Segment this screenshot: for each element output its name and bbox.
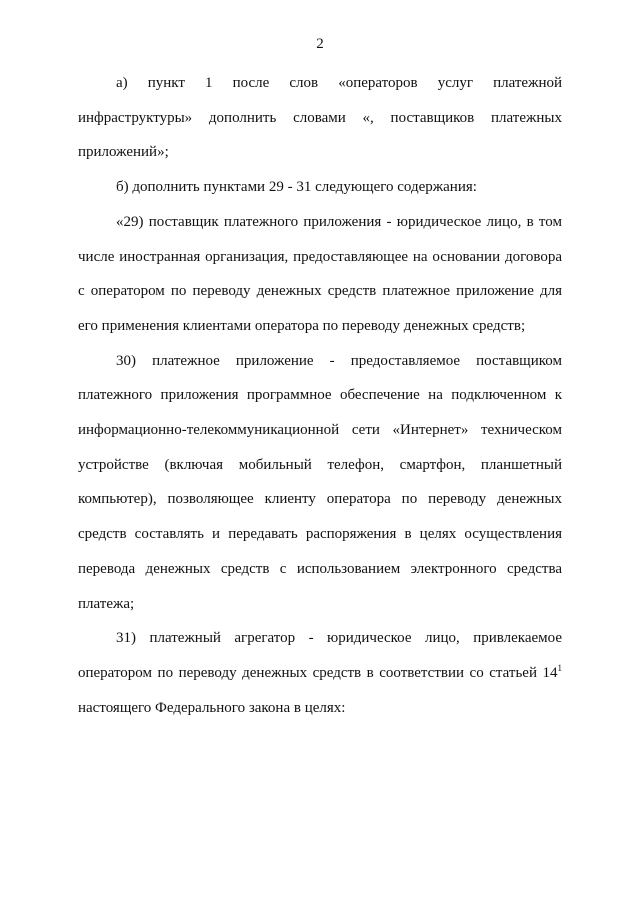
paragraph-a: а) пункт 1 после слов «операторов услуг платежной инфраструктуры» дополнить словами «, поставщиков платежных приложений»; [78, 75, 562, 161]
paragraph-item-31-text: 31) платежный агрегатор - юридическое лицо, привлекаемое оператором по переводу денежных средств в соответствии со статьей 14 [78, 630, 562, 681]
article-superscript: 1 [557, 662, 562, 673]
page-number: 2 [316, 36, 324, 52]
paragraph-item-31-continuation: настоящего Федерального закона в целях: [78, 699, 346, 716]
paragraph-item-30: 30) платежное приложение - предоставляемое поставщиком платежного приложения программное обеспечение на подключенном к информационно-телекоммуникационной сети «Интернет» техническом устройстве (включая мобильный телефон, смартфон, планшетный компьютер), позволяющее клиенту оператора по переводу денежных средств составлять и передавать распоряжения в целях осуществления перевода денежных средств с использованием электронного средства платежа; [78, 352, 562, 612]
document-body [78, 66, 562, 725]
paragraph-b: б) дополнить пунктами 29 - 31 следующего содержания: [116, 179, 477, 196]
paragraph-item-29: «29) поставщик платежного приложения - юридическое лицо, в том числе иностранная организация, предоставляющее на основании договора с оператором по переводу денежных средств платежное приложение для его применения клиентами оператора по переводу денежных средств; [78, 213, 562, 334]
paragraph-item-31 [78, 621, 562, 725]
